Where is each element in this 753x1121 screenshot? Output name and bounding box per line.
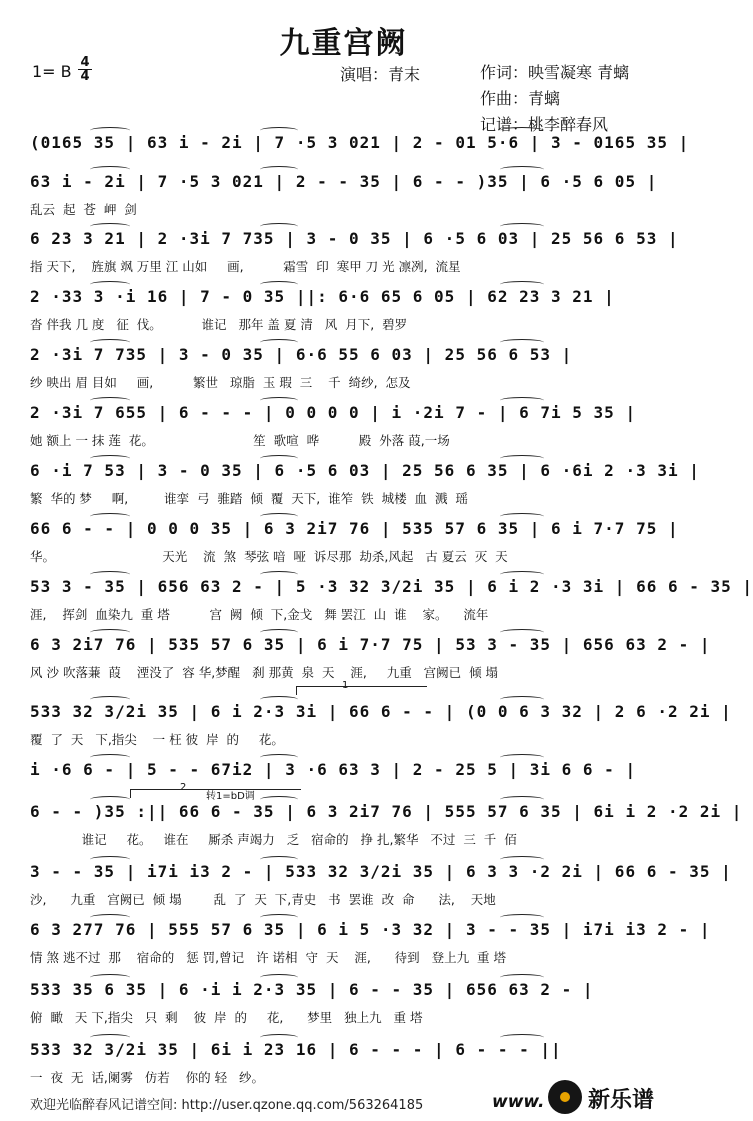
key-signature: 1= B [32,62,72,81]
slur-mark [260,397,298,404]
lyrics-line: 一 夜 无 话,阑雾 仿若 你的 轻 纱。 [30,1070,265,1085]
watermark-www: www. [492,1092,545,1112]
slur-mark [90,127,130,134]
notation-line: 53 3 - 35 | 656 63 2 - | 5 ·3 32 3/2i 35 | 6 i 2 ·3 3i | 66 6 - 35 | [30,577,753,596]
slur-mark [500,166,544,173]
notation-line: 3 - - 35 | i7i i3 2 - | 533 32 3/2i 35 | 6 3 3 ·2 2i | 66 6 - 35 | [30,862,732,881]
slur-mark [90,754,130,761]
slur-mark [260,974,298,981]
notation-line: 2 ·3i 7 735 | 3 - 0 35 | 6·6 55 6 03 | 25 56 6 53 | [30,345,573,364]
slur-mark [500,455,544,462]
notation-line: (0165 35 | 63 i - 2i | 7 ·5 3 021 | 2 - 01 5·6 | 3 - 0165 35 | [30,133,690,152]
notation-line: 6 - - )35 :|| 66 6 - 35 | 6 3 2i7 76 | 555 57 6 35 | 6i i 2 ·2 2i | [30,802,743,821]
slur-mark [500,974,544,981]
lyrics-line: 指 天下, 旌旗 飒 万里 江 山如 画, 霜雪 印 寒甲 刀 光 凛冽, 流星 [30,259,461,274]
slur-mark [500,754,544,761]
footer-text: 欢迎光临醉春风记谱空间: http://user.qzone.qq.com/563264185 [30,1098,424,1113]
slur-mark [500,696,544,703]
lyrics-line: 乱云 起 苍 岬 剑 [30,202,137,217]
volta-1-bracket [296,686,427,695]
slur-mark [500,513,544,520]
slur-mark [90,455,130,462]
lyrics-line: 俯 瞰 天 下,指尖 只 剩 彼 岸 的 花, 梦里 独上九 重 塔 [30,1010,423,1025]
slur-mark [260,856,298,863]
slur-mark [90,166,130,173]
notation-line: 533 32 3/2i 35 | 6i i 23 16 | 6 - - - | 6 - - - || [30,1040,562,1059]
slur-mark [260,127,298,134]
lyrics-line: 沙, 九重 宫阙已 倾 塌 乱 了 天 下,青史 书 罢谁 改 命 法, 天地 [30,892,496,907]
slur-mark [260,914,298,921]
lyrics-line: 风 沙 吹落蒹 葭 湮没了 容 华,梦醒 刹 那黄 泉 天 涯, 九重 宫阙已 倾 塌 [30,665,499,680]
notation-line: i ·6 6 - | 5 - - 67i2 | 3 ·6 63 3 | 2 - 25 5 | 3i 6 6 - | [30,760,637,779]
slur-mark [90,339,130,346]
slur-mark [90,571,130,578]
singer-credit: 演唱：青末 [340,65,421,84]
slur-mark [500,914,544,921]
lyrics-line: 沓 伴我 几 度 征 伐。 谁记 那年 盖 夏 清 风 月下, 碧罗 [30,317,408,332]
slur-mark [260,629,298,636]
slur-mark [90,696,130,703]
slur-mark [500,571,544,578]
notation-line: 533 32 3/2i 35 | 6 i 2·3 3i | 66 6 - - | (0 0 6 3 32 | 2 6 ·2 2i | [30,702,732,721]
notation-line: 6 ·i 7 53 | 3 - 0 35 | 6 ·5 6 03 | 25 56 6 35 | 6 ·6i 2 ·3 3i | [30,461,700,480]
notation-line: 66 6 - - | 0 0 0 35 | 6 3 2i7 76 | 535 57 6 35 | 6 i 7·7 75 | [30,519,679,538]
lyrics-line: 纱 映出 眉 目如 画, 繁世 琼脂 玉 瑕 三 千 绮纱, 怎及 [30,375,411,390]
slur-mark [90,629,130,636]
slur-mark [90,397,130,404]
logo-text: 新乐谱 [588,1088,655,1113]
time-signature-top: 4 [80,55,90,70]
lyrics-line: 华。 天光 流 煞 琴弦 喑 哑 诉尽那 劫杀,风起 古 夏云 灭 天 [30,549,508,564]
lyricist-credit: 作词：映雪凝寒 青螭 [480,63,630,82]
slur-mark [260,223,298,230]
notation-line: 63 i - 2i | 7 ·5 3 021 | 2 - - 35 | 6 - - )35 | 6 ·5 6 05 | [30,172,658,191]
transcriber-credit: 记谱：桃李醉春风 [480,115,609,134]
lyrics-line: 涯, 挥剑 血染九 重 塔 宫 阙 倾 下,金戈 舞 罢江 山 谁 家。 流年 [30,607,489,622]
modulation-note: 转1=bD调 [206,791,255,802]
slur-mark [260,571,298,578]
slur-mark [90,281,130,288]
slur-mark [500,223,544,230]
slur-mark [500,1034,544,1041]
slur-mark [90,914,130,921]
slur-mark [260,696,298,703]
volta-2-label: 2 [180,782,187,793]
lyrics-line: 情 煞 逃不过 那 宿命的 惩 罚,曾记 许 诺相 守 天 涯, 待到 登上九 重 塔 [30,950,506,965]
slur-mark [90,796,130,803]
slur-mark [500,281,544,288]
lyrics-line: 覆 了 天 下,指尖 一 枉 彼 岸 的 花。 [30,732,284,747]
time-signature-bottom: 4 [78,69,92,83]
slur-mark [90,1034,130,1041]
notation-line: 2 ·33 3 ·i 16 | 7 - 0 35 ||: 6·6 65 6 05 | 62 23 3 21 | [30,287,615,306]
slur-mark [90,856,130,863]
notation-line: 533 35 6 35 | 6 ·i i 2·3 35 | 6 - - 35 | 656 63 2 - | [30,980,594,999]
slur-mark [260,166,298,173]
lyrics-line: 繁 华的 梦 啊, 谁挛 弓 骓踏 倾 覆 天下, 谁笮 铁 城楼 血 溅 瑶 [30,491,468,506]
slur-mark [500,127,544,134]
site-logo [548,1080,678,1116]
composer-credit: 作曲：青螭 [480,89,561,108]
record-disc-icon [548,1080,582,1114]
slur-mark [260,754,298,761]
volta-1-label: 1 [342,680,349,691]
slur-mark [90,223,130,230]
slur-mark [90,513,130,520]
slur-mark [500,629,544,636]
slur-mark [260,1034,298,1041]
lyrics-line: 谁记 花。 谁在 厮杀 声竭力 乏 宿命的 挣 扎,繁华 不过 三 千 佰 [30,832,517,847]
slur-mark [260,339,298,346]
page-title: 九重宫阙 [279,26,408,61]
notation-line: 6 3 277 76 | 555 57 6 35 | 6 i 5 ·3 32 | 3 - - 35 | i7i i3 2 - | [30,920,711,939]
slur-mark [500,397,544,404]
slur-mark [500,856,544,863]
slur-mark [260,513,298,520]
slur-mark [90,974,130,981]
notation-line: 6 23 3 21 | 2 ·3i 7 735 | 3 - 0 35 | 6 ·5 6 03 | 25 56 6 53 | [30,229,679,248]
slur-mark [500,796,544,803]
slur-mark [260,281,298,288]
lyrics-line: 她 额上 一 抹 莲 花。 笙 歌喧 哗 殿 外落 葭,一场 [30,433,450,448]
slur-mark [500,339,544,346]
time-signature [78,56,92,83]
credits-block [480,60,629,138]
slur-mark [260,455,298,462]
notation-line: 2 ·3i 7 655 | 6 - - - | 0 0 0 0 | i ·2i 7 - | 6 7i 5 35 | [30,403,637,422]
notation-line: 6 3 2i7 76 | 535 57 6 35 | 6 i 7·7 75 | 53 3 - 35 | 656 63 2 - | [30,635,711,654]
